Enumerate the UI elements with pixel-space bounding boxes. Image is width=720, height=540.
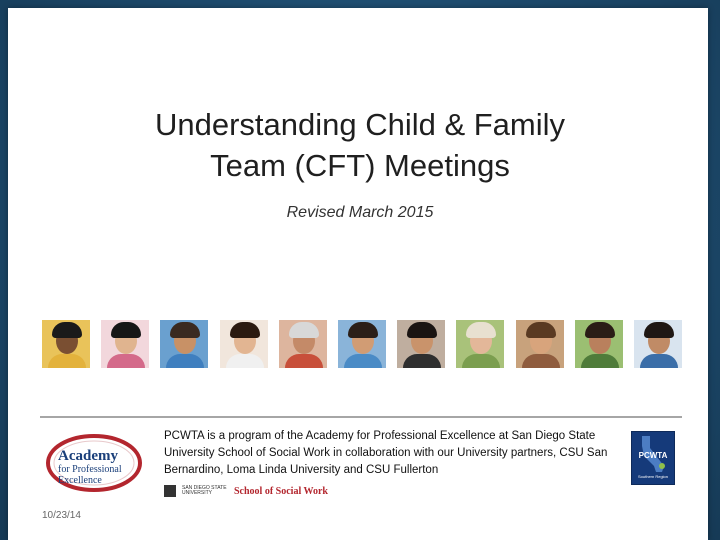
person-hair [585,322,615,338]
young-woman-photo [397,320,445,368]
pcwta-text: PCWTA [638,451,668,460]
sdsu-name: SAN DIEGO STATE UNIVERSITY [182,485,227,496]
sdsu-school-name: School of Social Work [234,485,328,497]
sdsu-seal-icon [164,485,176,497]
child-photo-2 [101,320,149,368]
family-photo-2 [575,320,623,368]
academy-logo [44,432,144,494]
photo-strip [42,320,682,372]
person-hair [466,322,496,338]
teen-photo [220,320,268,368]
person-body [640,354,678,368]
person-hair [111,322,141,338]
group-photo-1 [160,320,208,368]
slide-subtitle: Revised March 2015 [286,204,434,221]
person-hair [348,322,378,338]
slide-title: Understanding Child & Family Team (CFT) Meetings [154,107,566,183]
person-body [522,354,560,368]
person-body [403,354,441,368]
academy-wordmark [58,448,138,486]
elder-photo [456,320,504,368]
person-body [226,354,264,368]
family-photo-3 [634,320,682,368]
academy-line2: for Professional [58,464,122,475]
person-hair [289,322,319,338]
person-body [107,354,145,368]
person-hair [644,322,674,338]
academy-line3: Excellence [58,475,102,486]
program-description: PCWTA is a program of the Academy for Professional Excellence at San Diego State University School of Social Work in collaboration with our University partners, CSU San Bernardino, Loma Linda University and CSU Fullerton [164,430,608,476]
pcwta-logo [631,431,675,485]
divider [40,416,682,418]
person-body [462,354,500,368]
group-photo-2 [338,320,386,368]
person-body [48,354,86,368]
grandmother-photo [279,320,327,368]
person-body [581,354,619,368]
person-body [285,354,323,368]
person-hair [170,322,200,338]
person-body [344,354,382,368]
person-body [166,354,204,368]
person-hair [230,322,260,338]
person-hair [407,322,437,338]
sdsu-logo [164,484,328,498]
slide [8,8,708,540]
family-photo-1 [516,320,564,368]
slide-date: 10/23/14 [42,510,81,521]
person-hair [52,322,82,338]
child-photo-1 [42,320,90,368]
academy-line1: Academy [58,448,118,464]
pcwta-tagline: Southern Region [637,474,669,479]
person-hair [526,322,556,338]
